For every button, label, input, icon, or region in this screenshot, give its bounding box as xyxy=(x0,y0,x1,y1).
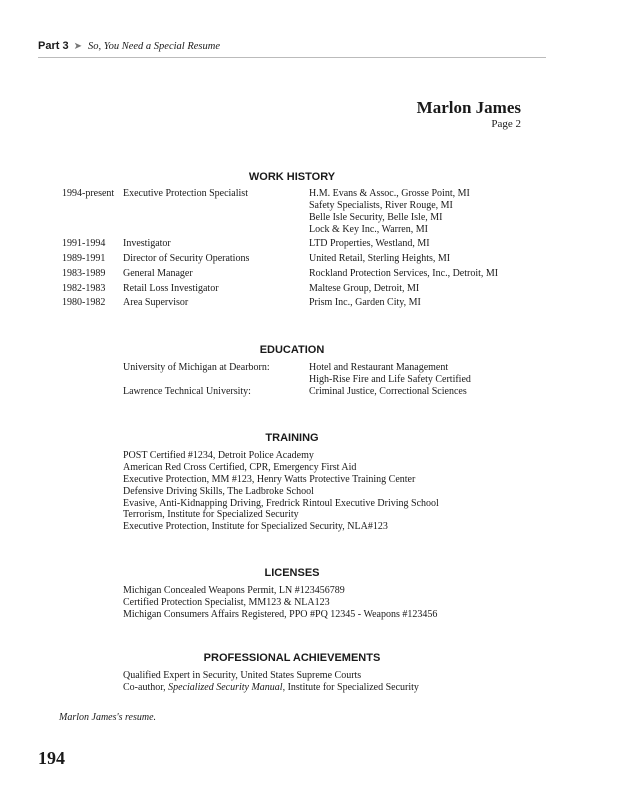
work-title: Executive Protection Specialist xyxy=(123,188,248,199)
training-item: Terrorism, Institute for Specialized Security xyxy=(123,509,299,520)
education-heading: EDUCATION xyxy=(259,344,325,356)
work-title: Retail Loss Investigator xyxy=(123,283,219,294)
resume-name: Marlon James xyxy=(416,98,521,117)
work-title: Director of Security Operations xyxy=(123,253,250,264)
arrow-icon: ➤ xyxy=(73,41,82,52)
work-employer: Lock & Key Inc., Warren, MI xyxy=(309,224,428,235)
education-program: High-Rise Fire and Life Safety Certified xyxy=(309,374,471,385)
running-header xyxy=(38,40,546,56)
achievement-item: Qualified Expert in Security, United States Supreme Courts xyxy=(123,670,362,681)
license-item: Michigan Consumers Affairs Registered, PPO #PQ 12345 - Weapons #123456 xyxy=(123,609,438,620)
work-title: General Manager xyxy=(123,268,193,279)
work-employer: Safety Specialists, River Rouge, MI xyxy=(309,200,453,211)
header-divider xyxy=(38,57,546,58)
achievements-heading: PROFESSIONAL ACHIEVEMENTS xyxy=(203,652,381,664)
licenses-heading: LICENSES xyxy=(264,567,320,579)
training-item: American Red Cross Certified, CPR, Emergency First Aid xyxy=(123,462,357,473)
work-employer: Belle Isle Security, Belle Isle, MI xyxy=(309,212,443,223)
license-item: Michigan Concealed Weapons Permit, LN #123456789 xyxy=(123,585,345,596)
page-number: 194 xyxy=(38,748,65,768)
education-school: Lawrence Technical University: xyxy=(123,386,251,397)
book-title: Specialized Security Manual xyxy=(168,682,283,693)
work-years: 1982-1983 xyxy=(62,283,106,294)
training-item: Executive Protection, Institute for Specialized Security, NLA#123 xyxy=(123,521,388,532)
work-years: 1983-1989 xyxy=(62,268,106,279)
work-employer: United Retail, Sterling Heights, MI xyxy=(309,253,451,264)
training-item: Defensive Driving Skills, The Ladbroke School xyxy=(123,486,314,497)
work-years: 1980-1982 xyxy=(62,297,106,308)
work-history-heading: WORK HISTORY xyxy=(248,171,336,183)
work-years: 1994-present xyxy=(62,188,115,199)
work-title: Investigator xyxy=(123,238,171,249)
work-title: Area Supervisor xyxy=(123,297,189,308)
work-employer: H.M. Evans & Assoc., Grosse Point, MI xyxy=(309,188,470,199)
training-item: Evasive, Anti-Kidnapping Driving, Fredrick Rintoul Executive Driving School xyxy=(123,498,439,509)
license-item: Certified Protection Specialist, MM123 & NLA123 xyxy=(123,597,330,608)
training-heading: TRAINING xyxy=(265,432,319,444)
work-years: 1989-1991 xyxy=(62,253,106,264)
figure-caption: Marlon James's resume. xyxy=(59,712,157,723)
part-label: Part 3 xyxy=(38,40,69,52)
resume-page-label: Page 2 xyxy=(491,118,521,130)
work-employer: Maltese Group, Detroit, MI xyxy=(309,283,420,294)
work-employer: Rockland Protection Services, Inc., Detroit, MI xyxy=(309,268,499,279)
achievement-prefix: Co-author, xyxy=(123,682,169,693)
work-employer: LTD Properties, Westland, MI xyxy=(309,238,430,249)
achievement-suffix: , Institute for Specialized Security xyxy=(282,682,419,693)
education-program: Hotel and Restaurant Management xyxy=(309,362,449,373)
achievement-item xyxy=(123,682,419,694)
education-school: University of Michigan at Dearborn: xyxy=(123,362,270,373)
work-employer: Prism Inc., Garden City, MI xyxy=(309,297,421,308)
work-years: 1991-1994 xyxy=(62,238,106,249)
chapter-subtitle: So, You Need a Special Resume xyxy=(87,41,220,52)
training-item: POST Certified #1234, Detroit Police Academy xyxy=(123,450,314,461)
training-item: Executive Protection, MM #123, Henry Watts Protective Training Center xyxy=(123,474,416,485)
education-program: Criminal Justice, Correctional Sciences xyxy=(309,386,467,397)
